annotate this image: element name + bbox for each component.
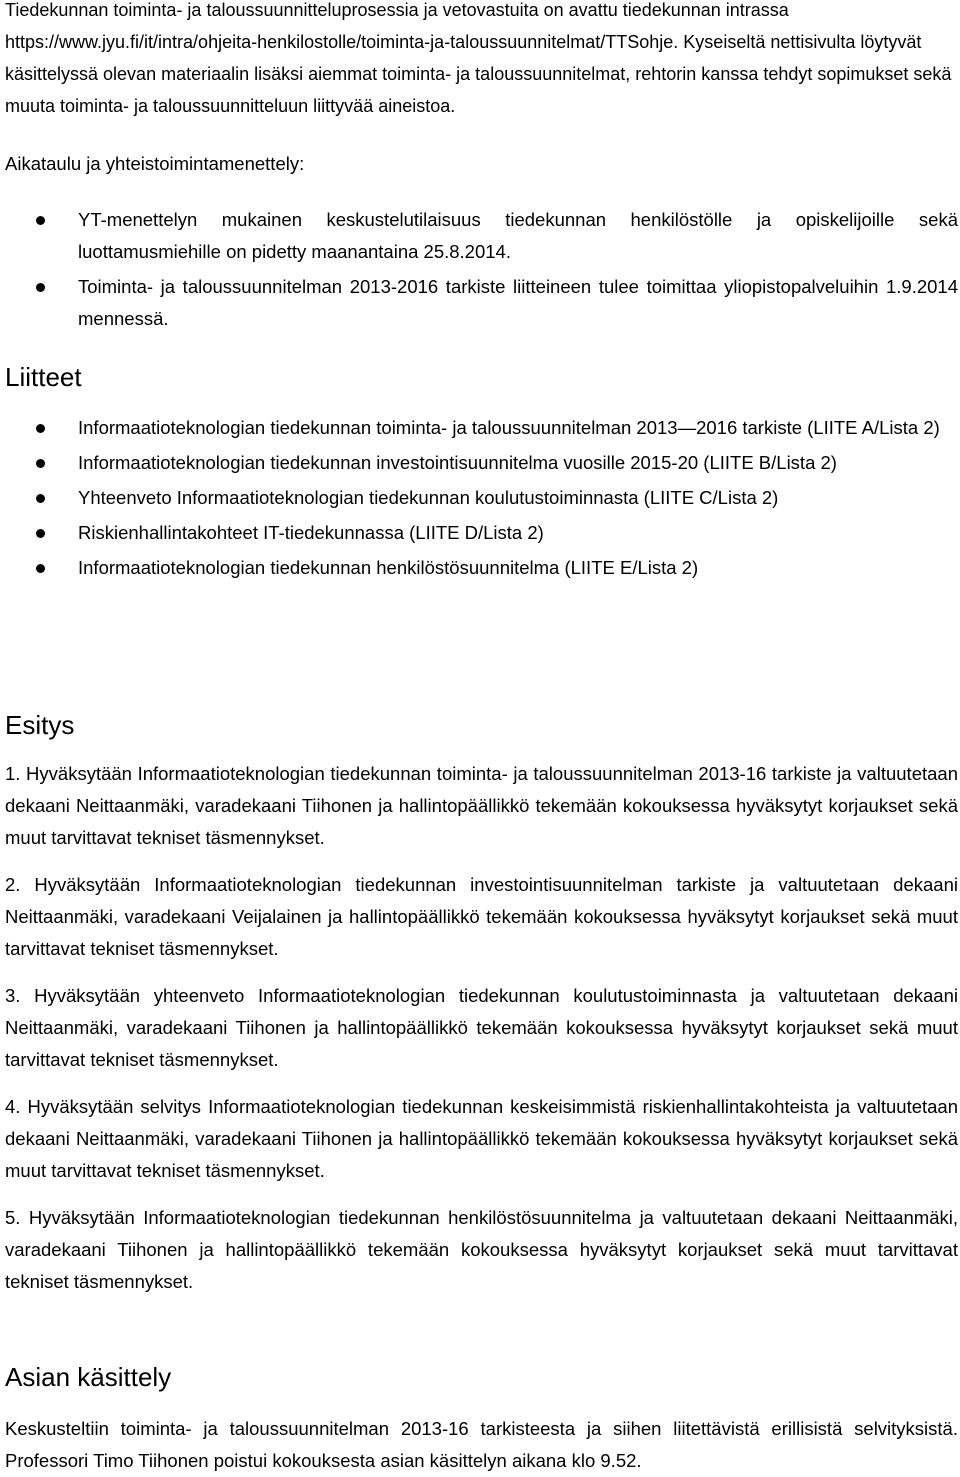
list-item <box>0 552 958 584</box>
proposal-item-1: 1. Hyväksytään Informaatioteknologian tiedekunnan toiminta- ja taloussuunnitelman 2013-16 tarkiste ja valtuutetaan dekaani Neittaanmäki, varadekaani Tiihonen ja hallintopäällikkö tekemään kokouksessa hyväksytyt korjaukset sekä muut tarvittavat tekniset täsmennykset. <box>5 763 958 848</box>
proposal-item-2: 2. Hyväksytään Informaatioteknologian tiedekunnan investointisuunnitelman tarkiste ja valtuutetaan dekaani Neittaanmäki, varadekaani Veijalainen ja hallintopäällikkö tekemään kokouksessa hyväksytyt korjaukset sekä muut tarvittavat tekniset täsmennykset. <box>5 874 958 959</box>
schedule-list <box>0 204 958 335</box>
list-item-text: Informaatioteknologian tiedekunnan toiminta- ja taloussuunnitelman 2013—2016 tarkiste (LIITE A/Lista 2) <box>78 417 940 438</box>
bullet-icon <box>36 459 45 468</box>
list-item <box>0 412 958 444</box>
proposal-item-3: 3. Hyväksytään yhteenveto Informaatioteknologian tiedekunnan koulutustoiminnasta ja valtuutetaan dekaani Neittaanmäki, varadekaani Tiihonen ja hallintopäällikkö tekemään kokouksessa hyväksytyt korjaukset sekä muut tarvittavat tekniset täsmennykset. <box>5 985 958 1070</box>
list-item <box>0 271 958 335</box>
schedule-title: Aikataulu ja yhteistoimintamenettely: <box>5 153 305 174</box>
handling-paragraph: Keskusteltiin toiminta- ja taloussuunnitelman 2013-16 tarkisteesta ja siihen liitettävistä erillisistä selvityksistä. Professori Timo Tiihonen poistui kokouksesta asian käsittelyn aikana klo 9.52. <box>5 1418 958 1471</box>
bullet-icon <box>36 424 45 433</box>
list-item <box>0 482 958 514</box>
bullet-icon <box>36 216 45 225</box>
list-item-text: YT-menettelyn mukainen keskustelutilaisuus tiedekunnan henkilöstölle ja opiskelijoille sekä luottamusmiehille on pidetty maanantaina 25.8.2014. <box>78 209 958 262</box>
proposal-item-5: 5. Hyväksytään Informaatioteknologian tiedekunnan henkilöstösuunnitelma ja valtuutetaan dekaani Neittaanmäki, varadekaani Tiihonen ja hallintopäällikkö tekemään kokouksessa hyväksytyt korjaukset sekä muut tarvittavat tekniset täsmennykset. <box>5 1207 958 1292</box>
list-item <box>0 447 958 479</box>
list-item-text: Riskienhallintakohteet IT-tiedekunnassa (LIITE D/Lista 2) <box>78 522 544 543</box>
proposal-item-4: 4. Hyväksytään selvitys Informaatioteknologian tiedekunnan keskeisimmistä riskienhallintakohteista ja valtuutetaan dekaani Neittaanmäki, varadekaani Tiihonen ja hallintopäällikkö tekemään kokouksessa hyväksytyt korjaukset sekä muut tarvittavat tekniset täsmennykset. <box>5 1096 958 1181</box>
handling-heading: Asian käsittely <box>5 1362 172 1392</box>
bullet-icon <box>36 494 45 503</box>
attachments-list <box>0 412 958 584</box>
list-item-text: Yhteenveto Informaatioteknologian tiedekunnan koulutustoiminnasta (LIITE C/Lista 2) <box>78 487 779 508</box>
list-item-text: Toiminta- ja taloussuunnitelman 2013-2016 tarkiste liitteineen tulee toimittaa yliopistopalveluihin 1.9.2014 mennessä. <box>78 276 958 329</box>
bullet-icon <box>36 564 45 573</box>
proposal-heading: Esitys <box>5 710 75 740</box>
list-item-text: Informaatioteknologian tiedekunnan investointisuunnitelma vuosille 2015-20 (LIITE B/Lista 2) <box>78 452 837 473</box>
list-item <box>0 204 958 268</box>
list-item <box>0 517 958 549</box>
list-item-text: Informaatioteknologian tiedekunnan henkilöstösuunnitelma (LIITE E/Lista 2) <box>78 557 699 578</box>
attachments-heading: Liitteet <box>5 362 82 392</box>
intro-paragraph: Tiedekunnan toiminta- ja taloussuunnitteluprosessia ja vetovastuita on avattu tiedekunnan intrassa https://www.jyu.fi/it/intra/ohjeita-henkilostolle/toiminta-ja-taloussuunnitelmat/TTSohje. Kyseiseltä nettisivulta löytyvät käsittelyssä olevan materiaalin lisäksi aiemmat toiminta- ja taloussuunnitelmat, rehtorin kanssa tehdyt sopimukset sekä muuta toiminta- ja taloussuunnitteluun liittyvää aineistoa. <box>5 0 952 116</box>
bullet-icon <box>36 283 45 292</box>
bullet-icon <box>36 529 45 538</box>
